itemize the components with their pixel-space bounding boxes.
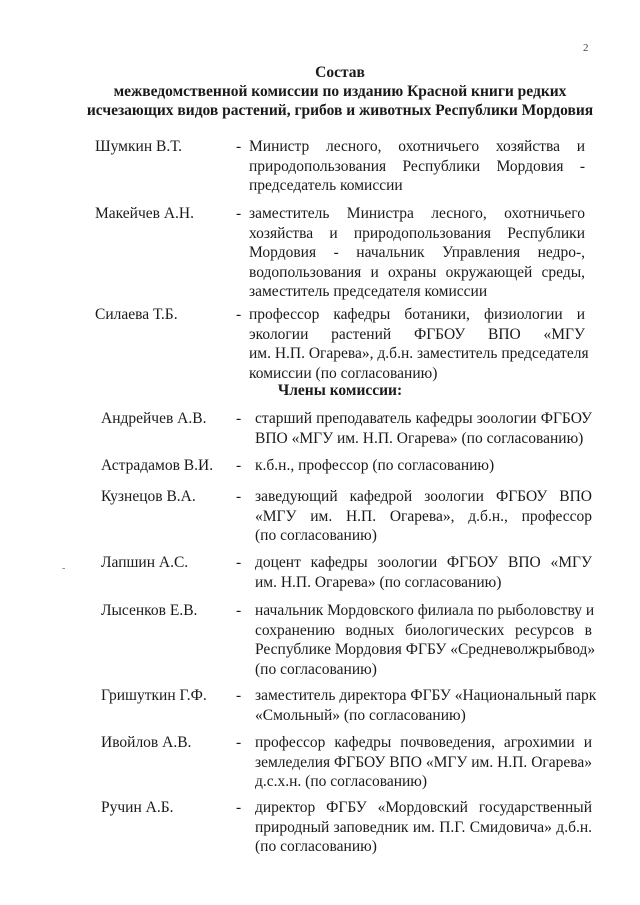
person-name: Астрадамов В.И. — [101, 457, 214, 474]
position-description — [255, 686, 597, 725]
person-name: Лысенков Е.В. — [101, 602, 198, 619]
description-line: Республике Мордовия ФГБУ «Средневолжрыбвод» — [255, 641, 596, 658]
page-number: 2 — [583, 42, 589, 54]
description-line: сохранению водных биологических ресурсов в — [255, 621, 592, 639]
dash-separator: - — [236, 799, 242, 816]
description-line: заместитель директора ФГБУ «Национальный парк — [255, 687, 597, 704]
description-line: директор ФГБУ «Мордовский государственный — [255, 799, 592, 816]
description-line: начальник Мордовского филиала по рыболовству и — [255, 602, 595, 619]
person-name: Макейчев А.Н. — [95, 205, 194, 222]
description-line: старший преподаватель кафедры зоологии ФГБОУ — [255, 410, 592, 427]
position-description — [255, 456, 592, 476]
description-line: водопользования и охраны окружающей среды, — [249, 263, 585, 281]
position-description — [249, 305, 589, 383]
description-line: хозяйства и природопользования Республики — [249, 224, 585, 242]
person-name: Гришуткин Г.Ф. — [101, 687, 207, 704]
position-description — [255, 409, 592, 448]
person-name: Шумкин В.Т. — [95, 138, 182, 155]
description-line: доцент кафедры зоологии ФГБОУ ВПО «МГУ — [255, 554, 592, 571]
person-name: Ручин А.Б. — [101, 799, 174, 816]
dash-separator: - — [236, 734, 242, 751]
dash-separator: - — [236, 687, 242, 704]
description-line: «Смольный» (по согласованию) — [255, 706, 466, 724]
description-line: председатель комиссии — [249, 177, 403, 194]
position-description — [249, 137, 585, 196]
description-line: Министр лесного, охотничьего хозяйства и — [249, 138, 585, 155]
dash-separator: - — [236, 138, 242, 155]
dash-separator: - — [236, 488, 242, 505]
description-line: д.с.х.н. (по согласованию) — [255, 773, 428, 790]
dash-separator: - — [236, 457, 242, 474]
description-line: профессор кафедры ботаники, физиологии и — [249, 306, 585, 323]
position-description — [255, 733, 592, 792]
members-heading: Члены комиссии: — [277, 382, 403, 399]
dash-separator: - — [236, 554, 242, 571]
position-description — [255, 553, 592, 592]
person-name: Кузнецов В.А. — [101, 488, 196, 505]
dash-separator: - — [236, 306, 242, 323]
description-line: заведующий кафедрой зоологии ФГБОУ ВПО — [255, 488, 592, 505]
person-name: Силаева Т.Б. — [95, 306, 178, 323]
dash-separator: - — [236, 410, 242, 427]
description-line: заместитель председателя комиссии — [249, 283, 488, 300]
position-description — [249, 204, 585, 302]
position-description — [255, 601, 596, 679]
description-line: заместитель Министра лесного, охотничьего — [249, 205, 585, 222]
title-line-3: исчезающих видов растений, грибов и животных Республики Мордовия — [86, 102, 594, 119]
description-line: «МГУ им. Н.П. Огарева», д.б.н., профессор — [255, 507, 592, 525]
description-line: комиссии (по согласованию) — [249, 364, 438, 382]
description-line: природопользования Республики Мордовия - — [249, 157, 585, 175]
description-line: (по согласованию) — [255, 838, 377, 855]
title-line-1: Состав — [315, 64, 365, 81]
position-description — [255, 798, 592, 857]
description-line: Мордовия - начальник Управления недро-, — [249, 244, 585, 261]
position-description — [255, 487, 592, 546]
person-name: Андрейчев А.В. — [101, 410, 207, 427]
margin-mark: - — [62, 563, 66, 574]
description-line: (по согласованию) — [255, 660, 377, 678]
description-line: к.б.н., профессор (по согласованию) — [255, 457, 495, 474]
description-line: экологии растений ФГБОУ ВПО «МГУ — [249, 325, 585, 343]
description-line: им. Н.П. Огарева», д.б.н. заместитель председателя — [249, 345, 589, 362]
dash-separator: - — [236, 602, 242, 619]
description-line: (по согласованию) — [255, 527, 377, 544]
title-line-2: межведомственной комиссии по изданию Красной книги редких — [113, 83, 567, 100]
document-title — [60, 63, 620, 120]
dash-separator: - — [236, 205, 242, 222]
person-name: Лапшин А.С. — [101, 554, 189, 571]
description-line: земледелия ФГБОУ ВПО «МГУ им. Н.П. Огарева» — [255, 753, 592, 771]
description-line: им. Н.П. Огарева» (по согласованию) — [255, 573, 502, 591]
description-line: ВПО «МГУ им. Н.П. Огарева» (по согласованию) — [255, 429, 584, 447]
person-name: Ивойлов А.В. — [101, 734, 192, 751]
description-line: профессор кафедры почвоведения, агрохимии и — [255, 734, 592, 751]
description-line: природный заповедник им. П.Г. Смидовича» д.б.н. — [255, 818, 592, 836]
